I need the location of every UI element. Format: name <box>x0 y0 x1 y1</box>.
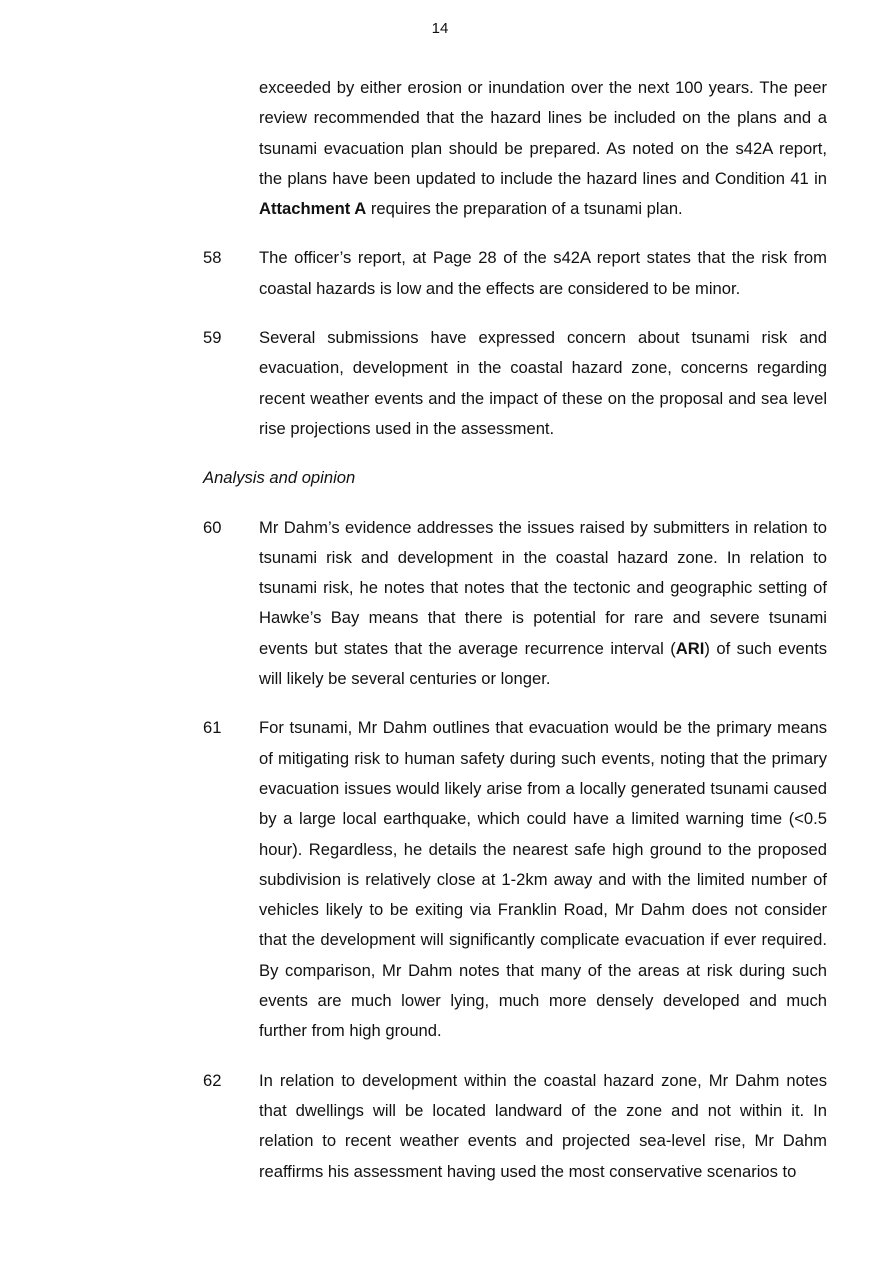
text-run: exceeded by either erosion or inundation over the next 100 years. The peer review recommended that the hazard lines be included on the plans and a tsunami evacuation plan should be prepared. As noted on the s42A report, the plans have been updated to include the hazard lines and Condition 41 in <box>259 78 827 188</box>
paragraph-text: In relation to development within the coastal hazard zone, Mr Dahm notes that dwellings will be located landward of the zone and not within it. In relation to recent weather events and projected sea-level rise, Mr Dahm reaffirms his assessment having used the most conservative scenarios to <box>259 1070 827 1181</box>
text-run: Mr Dahm’s evidence addresses the issues raised by submitters in relation to tsunami risk and development in the coastal hazard zone. In relation to tsunami risk, he notes that notes that the tectonic and geographic setting of Hawke’s Bay means that there is potential for rare and severe tsunami events but states that the average recurrence interval ( <box>259 517 827 658</box>
paragraph-number: 61 <box>203 718 222 738</box>
continued-paragraph <box>203 73 827 224</box>
page-number: 14 <box>431 20 449 37</box>
paragraph-text <box>259 513 827 695</box>
text-run: requires the preparation of a tsunami plan. <box>366 199 683 219</box>
paragraph-text: Several submissions have expressed concern about tsunami risk and evacuation, development in the coastal hazard zone, concerns regarding recent weather events and the impact of these on the proposal and sea level rise projections used in the assessment. <box>259 328 827 438</box>
paragraph-text: For tsunami, Mr Dahm outlines that evacuation would be the primary means of mitigating risk to human safety during such events, noting that the primary evacuation issues would likely arise from a locally generated tsunami caused by a large local earthquake, which could have a limited warning time (<0.5 hour). Regardless, he details the nearest safe high ground to the proposed subdivision is relatively close at 1-2km away and with the limited number of vehicles likely to be exiting via Franklin Road, Mr Dahm does not consider that the development will significantly complicate evacuation if ever required. By comparison, Mr Dahm notes that many of the areas at risk during such events are much lower lying, much more densely developed and much further from high ground. <box>259 718 827 1041</box>
paragraph-62 <box>203 1066 827 1187</box>
section-heading: Analysis and opinion <box>203 468 356 488</box>
paragraph-number: 59 <box>203 328 222 348</box>
text-run: ) of such events will likely be several centuries or longer. <box>259 638 828 689</box>
paragraph-text: The officer’s report, at Page 28 of the s42A report states that the risk from coastal hazards is low and the effects are considered to be minor. <box>259 248 827 298</box>
paragraph-60 <box>203 513 827 695</box>
bold-reference: Attachment A <box>259 199 367 219</box>
paragraph-number: 58 <box>203 248 222 268</box>
bold-term: ARI <box>675 638 705 658</box>
paragraph-number: 60 <box>203 517 222 537</box>
paragraph-58 <box>203 243 827 304</box>
paragraph-text <box>259 73 827 224</box>
document-body <box>203 73 827 1206</box>
paragraph-59 <box>203 323 827 444</box>
paragraph-number: 62 <box>203 1070 222 1090</box>
paragraph-61 <box>203 713 827 1046</box>
